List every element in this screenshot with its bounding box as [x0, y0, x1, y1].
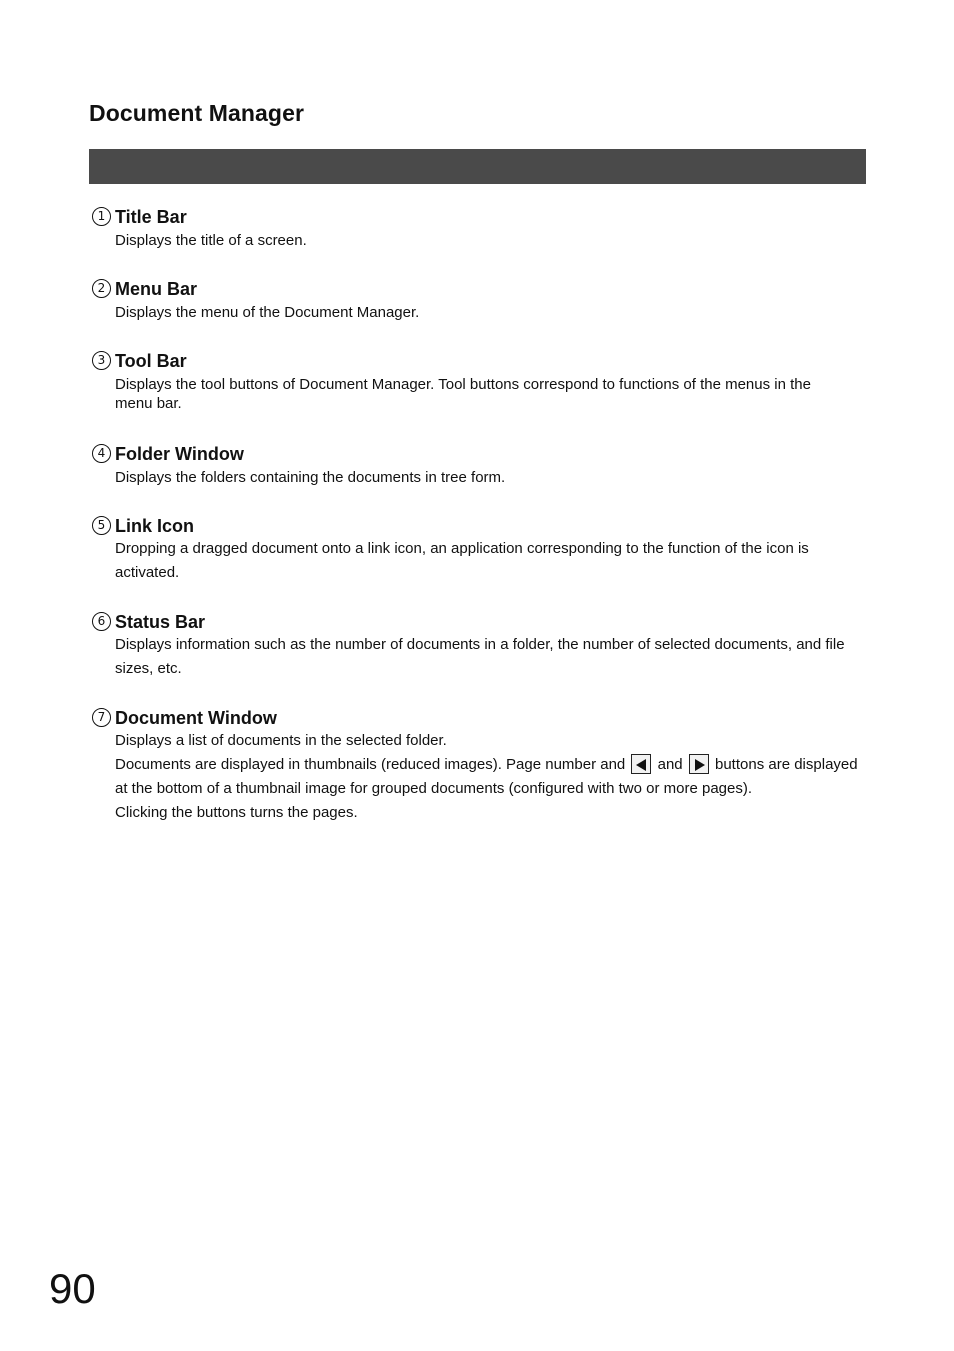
item-description: Displays the tool buttons of Document Manager. Tool buttons correspond to functions of the menus in the menu bar.	[115, 376, 811, 412]
item-title-bar	[92, 206, 872, 250]
item-description: Displays information such as the number of documents in a folder, the number of selected documents, and file sizes, etc.	[115, 636, 845, 677]
right-arrow-button-icon	[689, 754, 709, 774]
item-description: Displays the title of a screen.	[115, 232, 307, 249]
description-text: Documents are displayed in thumbnails (reduced images). Page number and	[115, 756, 626, 773]
page-title: Document Manager	[89, 100, 305, 126]
item-heading: Link Icon	[115, 516, 195, 536]
circled-number-3: 3	[92, 351, 111, 370]
page-number: 90	[49, 1265, 96, 1312]
item-link-icon	[92, 515, 872, 585]
item-tool-bar	[92, 350, 872, 413]
left-arrow-button-icon	[631, 754, 651, 774]
item-description: Dropping a dragged document onto a link icon, an application corresponding to the function of the icon is activated.	[115, 540, 809, 581]
circled-number-1: 1	[92, 207, 111, 226]
description-line: Clicking the buttons turns the pages.	[115, 804, 358, 821]
description-text: buttons are displayed at the bottom of a thumbnail image for grouped documents (configured with two or more pages).	[115, 756, 858, 797]
item-menu-bar	[92, 278, 872, 322]
description-line: Displays a list of documents in the selected folder.	[115, 732, 447, 749]
item-folder-window	[92, 443, 872, 487]
item-description	[115, 729, 865, 825]
description-paragraph	[115, 753, 865, 801]
item-heading: Title Bar	[115, 207, 187, 227]
item-heading: Document Window	[115, 708, 277, 728]
circled-number-7: 7	[92, 708, 111, 727]
item-description: Displays the menu of the Document Manager.	[115, 304, 420, 321]
item-heading: Folder Window	[115, 444, 244, 464]
item-heading: Menu Bar	[115, 279, 198, 299]
circled-number-5: 5	[92, 516, 111, 535]
circled-number-4: 4	[92, 444, 111, 463]
circled-number-2: 2	[92, 279, 111, 298]
section-banner	[89, 149, 866, 184]
item-description: Displays the folders containing the documents in tree form.	[115, 469, 506, 486]
description-text: and	[657, 756, 683, 773]
item-heading: Tool Bar	[115, 351, 187, 371]
item-document-window	[92, 707, 872, 825]
circled-number-6: 6	[92, 612, 111, 631]
item-heading: Status Bar	[115, 612, 206, 632]
item-status-bar	[92, 611, 872, 681]
